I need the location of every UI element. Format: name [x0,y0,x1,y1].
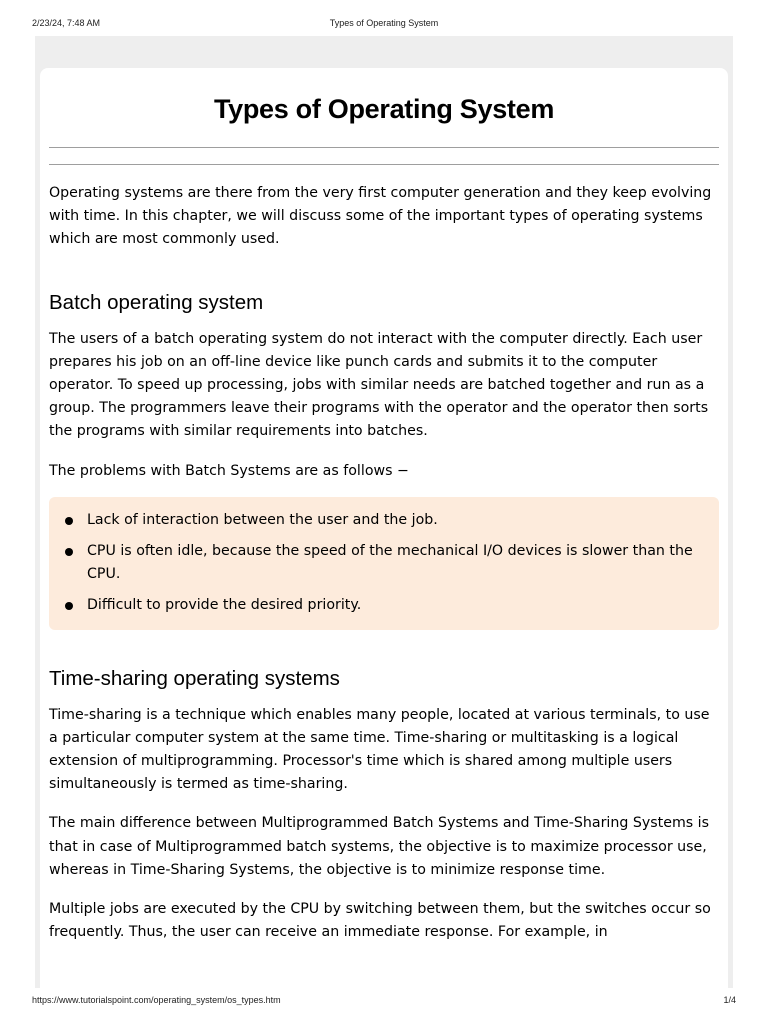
batch-problems-list [63,509,703,618]
article-content [49,68,719,944]
time-sharing-heading: Time-sharing operating systems [49,666,340,690]
print-datetime: 2/23/24, 7:48 AM [32,18,101,28]
intro-paragraph: Operating systems are there from the very first computer generation and they keep evolving with time. In this chapter, we will discuss some of the important types of operating systems which are most commonly used. [49,185,712,248]
list-item-text: Lack of interaction between the user and the job. [87,511,438,528]
time-sharing-paragraph-1: Time-sharing is a technique which enables many people, located at various terminals, to use a particular computer system at the same time. Time-sharing or multitasking is a logical extension of multiprogramming. Processor's time which is shared among multiple users simultaneously is termed as time-sharing. [49,706,710,793]
batch-problems-intro: The problems with Batch Systems are as follows − [49,462,409,479]
time-sharing-paragraph-3: Multiple jobs are executed by the CPU by switching between them, but the switches occur so frequently. Thus, the user can receive an immediate response. For example, in [49,901,711,941]
time-sharing-paragraph-2: The main difference between Multiprogrammed Batch Systems and Time-Sharing Systems is that in case of Multiprogrammed batch systems, the objective is to maximize processor use, whereas in Time-Sharing Systems, the objective is to minimize response time. [49,815,710,878]
bullet-icon [65,517,73,525]
bullet-icon [65,548,73,556]
list-item-text: Difficult to provide the desired priority. [87,597,362,614]
batch-os-paragraph: The users of a batch operating system do not interact with the computer directly. Each user prepares his job on an off-line device like punch cards and submits it to the computer operator. To speed up processing, jobs with similar needs are batched together and run as a group. The programmers leave their programs with the operator and the operator then sorts the programs with similar requirements into batches. [49,330,709,440]
batch-problems-box [49,497,719,630]
list-item [63,540,703,586]
print-header [32,18,736,32]
title-divider-bottom [49,164,719,165]
list-item [63,509,703,532]
batch-os-heading: Batch operating system [49,290,264,314]
bullet-icon [65,602,73,610]
list-item [63,594,703,617]
print-doc-title: Types of Operating System [329,18,439,28]
print-url: https://www.tutorialspoint.com/operating_system/os_types.htm [32,995,281,1005]
title-divider-top [49,147,719,148]
page-title: Types of Operating System [213,94,555,124]
page-background [35,36,733,988]
print-page-number: 1/4 [723,995,736,1005]
article-card [40,68,728,988]
list-item-text: CPU is often idle, because the speed of the mechanical I/O devices is slower than the CPU. [87,543,693,583]
print-footer [32,995,736,1009]
